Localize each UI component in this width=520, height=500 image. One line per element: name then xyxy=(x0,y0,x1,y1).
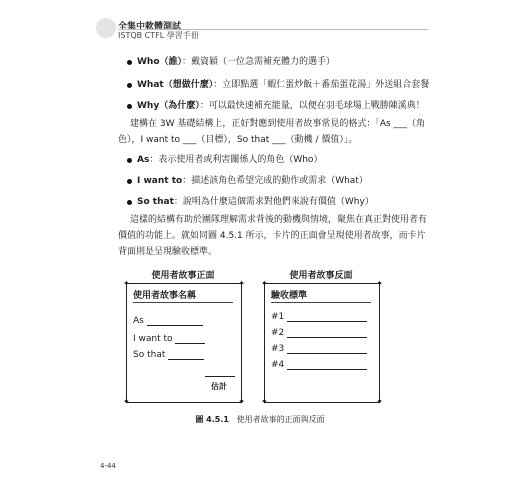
bullet-dot xyxy=(127,83,132,88)
bullet-text: ：戴資穎（一位急需補充體力的選手） xyxy=(182,57,336,67)
front-card-heading: 使用者故事名稱 xyxy=(133,288,233,303)
front-line-i-want-to xyxy=(133,334,205,344)
bullet-term: So that xyxy=(137,197,174,207)
back-card-caption: 使用者故事反面 xyxy=(289,271,353,281)
book-title: 全集中軟體測試 xyxy=(118,22,182,32)
bullet-what xyxy=(137,79,429,92)
bullet-as xyxy=(137,154,322,167)
bullet-dot xyxy=(127,60,132,65)
acceptance-item-blank xyxy=(287,345,367,354)
front-line-so-that xyxy=(133,350,204,360)
bullet-who xyxy=(137,56,335,69)
bullet-dot xyxy=(127,104,132,109)
paragraph-3w-line2: 色），I want to ___（目標），So that ___（動機 / 價值）」。 xyxy=(118,135,358,145)
paragraph-structure-line3: 背面則是呈現驗收標準。 xyxy=(118,247,218,257)
front-card-caption: 使用者故事正面 xyxy=(151,271,215,281)
acceptance-item-4 xyxy=(271,360,367,370)
corner-mark: ✦ xyxy=(123,279,130,288)
acceptance-item-blank xyxy=(287,329,367,338)
corner-mark: ✦ xyxy=(376,397,383,406)
user-story-back-card xyxy=(261,279,383,406)
acceptance-item-blank xyxy=(287,313,367,322)
header-circle-decoration xyxy=(96,18,116,38)
bullet-text: ：立即點選「蝦仁蛋炒飯＋番茄蛋花湯」外送組合套餐 xyxy=(213,80,430,90)
bullet-i-want-to xyxy=(137,175,368,188)
as-blank xyxy=(147,317,203,326)
corner-mark: ✦ xyxy=(261,397,268,406)
bullet-text: ：表示使用者或利害關係人的角色（Who） xyxy=(149,155,323,165)
acceptance-item-label: #3 xyxy=(271,344,285,354)
i-want-to-blank xyxy=(175,335,205,344)
bullet-term: I want to xyxy=(137,176,183,186)
page-header xyxy=(96,18,426,40)
acceptance-item-label: #2 xyxy=(271,328,285,338)
acceptance-item-1 xyxy=(271,312,367,322)
corner-mark: ✦ xyxy=(376,279,383,288)
bullet-dot xyxy=(127,200,132,205)
page-number: 4-44 xyxy=(100,462,116,470)
bullet-term: Why（為什麼） xyxy=(137,101,200,111)
paragraph-structure-line1: 這樣的結構有助於團隊理解需求背後的動機與情境，聚焦在真正對使用者有 xyxy=(130,215,428,225)
back-card-heading: 驗收標準 xyxy=(271,288,371,303)
bullet-text: ：描述該角色希望完成的動作或需求（What） xyxy=(182,176,368,186)
so-that-label: So that xyxy=(133,350,166,360)
bullet-so-that xyxy=(137,196,374,209)
estimate-blank xyxy=(205,376,235,377)
bullet-why xyxy=(137,100,425,113)
figure-caption-text: 使用者故事的正面與反面 xyxy=(236,415,325,424)
corner-mark: ✦ xyxy=(123,397,130,406)
acceptance-item-label: #1 xyxy=(271,312,285,322)
acceptance-item-3 xyxy=(271,344,367,354)
bullet-term: As xyxy=(137,155,150,165)
corner-mark: ✦ xyxy=(238,397,245,406)
acceptance-item-label: #4 xyxy=(271,360,285,370)
acceptance-item-blank xyxy=(287,361,367,370)
i-want-to-label: I want to xyxy=(133,334,173,344)
paragraph-3w-line1: 建構在 3W 基礎結構上，正好對應到使用者故事常見的格式：「As ___（角 xyxy=(130,119,426,129)
front-line-as xyxy=(133,316,203,326)
so-that-blank xyxy=(168,351,204,360)
estimate-label: 估計 xyxy=(211,382,227,391)
bullet-dot xyxy=(127,179,132,184)
bullet-dot xyxy=(127,158,132,163)
paragraph-structure-line2: 價值的功能上。就如同圖 4.5.1 所示，卡片的正面會呈現使用者故事，而卡片 xyxy=(118,231,426,241)
corner-mark: ✦ xyxy=(238,279,245,288)
bullet-text: ：說明為什麼這個需求對他們來說有價值（Why） xyxy=(173,197,374,207)
as-label: As xyxy=(133,316,144,326)
bullet-term: Who（誰） xyxy=(137,57,183,67)
figure-number: 圖 4.5.1 xyxy=(195,415,229,424)
bullet-text: ：可以最快速補充能量，以便在羽毛球場上戰勝陳溪典！ xyxy=(199,101,425,111)
corner-mark: ✦ xyxy=(261,279,268,288)
bullet-term: What（想做什麼） xyxy=(137,80,214,90)
figure-caption xyxy=(0,414,520,425)
book-subtitle: ISTQB CTFL 學習手冊 xyxy=(118,31,199,40)
acceptance-item-2 xyxy=(271,328,367,338)
user-story-front-card xyxy=(123,279,245,406)
